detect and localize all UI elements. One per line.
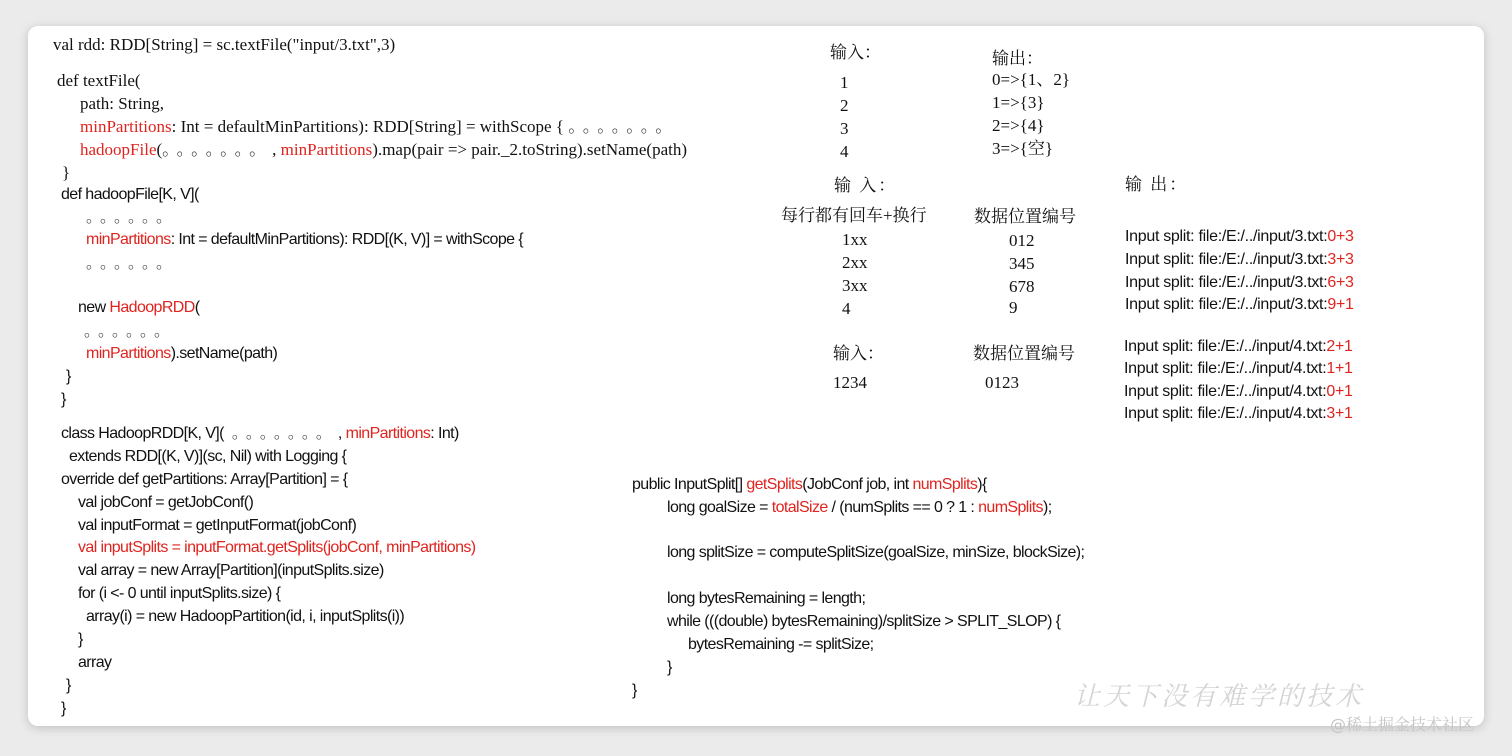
param-highlight: totalSize	[771, 499, 828, 516]
table2-col1-value: 4	[842, 299, 851, 318]
code-line: }	[61, 391, 66, 408]
split-output-line: Input split: file:/E:/../input/3.txt:6+3	[1125, 274, 1354, 291]
param-highlight: numSplits	[978, 499, 1043, 516]
split-output-line: Input split: file:/E:/../input/3.txt:9+1	[1125, 296, 1354, 313]
param-highlight: minPartitions	[86, 231, 171, 248]
table2-col1-value: 2xx	[842, 253, 868, 272]
code-line: }	[667, 659, 672, 676]
table1-output-value: 1=>{3}	[992, 93, 1045, 112]
table3-input-label: 输入：	[833, 344, 884, 363]
code-line: override def getPartitions: Array[Partition] = {	[61, 471, 348, 488]
split-output-line: Input split: file:/E:/../input/3.txt:3+3	[1125, 251, 1354, 268]
code-line: val jobConf = getJobConf()	[78, 494, 254, 511]
credit-text: @稀土掘金技术社区	[1330, 715, 1475, 734]
param-highlight: minPartitions	[86, 345, 171, 362]
table1-input-value: 4	[840, 142, 849, 161]
code-line: minPartitions).setName(path)	[86, 345, 278, 362]
ellipsis-dots: 。。。。。。	[86, 255, 179, 272]
table2-col2-value: 012	[1009, 231, 1035, 250]
code-line: }	[78, 631, 83, 648]
param-highlight: numSplits	[912, 476, 978, 493]
table2-col2-value: 345	[1009, 254, 1035, 273]
table2-col2-value: 678	[1009, 277, 1035, 296]
method-highlight: hadoopFile	[80, 140, 157, 159]
method-highlight: getSplits	[746, 476, 803, 493]
table1-input-label: 输入：	[830, 43, 881, 62]
table1-output-value: 3=>{空}	[992, 139, 1053, 158]
code-line: long bytesRemaining = length;	[667, 590, 866, 607]
ellipsis-dots: 。。。。。。。	[162, 140, 273, 159]
table2-col2-value: 9	[1009, 298, 1018, 317]
code-line: }	[62, 163, 71, 182]
code-line: long splitSize = computeSplitSize(goalSize, minSize, blockSize);	[667, 544, 1085, 561]
code-line: val inputFormat = getInputFormat(jobConf)	[78, 517, 357, 534]
code-line: minPartitions: Int = defaultMinPartitions): RDD[String] = withScope { 。。。。。。。	[80, 117, 679, 136]
code-line: }	[632, 682, 637, 699]
code-line: array(i) = new HadoopPartition(id, i, inputSplits(i))	[86, 608, 405, 625]
table3-value: 1234	[833, 373, 867, 392]
code-line-highlight: val inputSplits = inputFormat.getSplits(jobConf, minPartitions)	[78, 539, 476, 556]
param-highlight: minPartitions	[80, 117, 172, 136]
split-output-line: Input split: file:/E:/../input/3.txt:0+3	[1125, 228, 1354, 245]
table1-output-label: 输出：	[992, 49, 1043, 68]
table1-input-value: 1	[840, 73, 849, 92]
split-output-line: Input split: file:/E:/../input/4.txt:2+1	[1124, 338, 1353, 355]
table2-col1-value: 1xx	[842, 230, 868, 249]
ellipsis-dots: 。。。。。。	[86, 209, 179, 226]
watermark: 让天下没有难学的技术	[1074, 682, 1365, 712]
ellipsis-dots: 。。。。。。。	[568, 117, 679, 136]
table3-col2-header: 数据位置编号	[973, 344, 1075, 363]
table3-value: 0123	[985, 373, 1019, 392]
code-line: new HadoopRDD(	[78, 299, 200, 316]
code-line: def textFile(	[57, 71, 141, 90]
code-line: path: String,	[80, 94, 165, 113]
code-line: val rdd: RDD[String] = sc.textFile("input/3.txt",3)	[53, 35, 396, 54]
code-line: class HadoopRDD[K, V]( 。。。。。。。, minPartitions: Int)	[61, 425, 459, 442]
code-line: array	[78, 654, 112, 671]
split-output-line: Input split: file:/E:/../input/4.txt:0+1	[1124, 383, 1353, 400]
table2-col1-value: 3xx	[842, 276, 868, 295]
code-line: }	[61, 700, 66, 717]
class-highlight: HadoopRDD	[109, 299, 195, 316]
ellipsis-dots: 。。。。。。	[84, 323, 177, 340]
param-highlight: minPartitions	[345, 425, 431, 442]
table1-input-value: 3	[840, 119, 849, 138]
code-line: for (i <- 0 until inputSplits.size) {	[78, 585, 281, 602]
table1-input-value: 2	[840, 96, 849, 115]
split-output-line: Input split: file:/E:/../input/4.txt:3+1	[1124, 405, 1353, 422]
code-line: val array = new Array[Partition](inputSplits.size)	[78, 562, 384, 579]
code-line: def hadoopFile[K, V](	[61, 186, 199, 203]
code-line: extends RDD[(K, V)](sc, Nil) with Logging {	[69, 448, 347, 465]
table2-input-label: 输 入：	[834, 176, 898, 195]
code-line: }	[66, 677, 71, 694]
table1-output-value: 2=>{4}	[992, 116, 1045, 135]
code-line: hadoopFile(。。。。。。。, minPartitions).map(pair => pair._2.toString).setName(path)	[80, 140, 687, 159]
split-output-line: Input split: file:/E:/../input/4.txt:1+1	[1124, 360, 1353, 377]
code-line: }	[66, 368, 71, 385]
ellipsis-dots: 。。。。。。。	[231, 425, 338, 442]
code-line: long goalSize = totalSize / (numSplits == 0 ? 1 : numSplits);	[667, 499, 1052, 516]
table2-output-label: 输 出：	[1125, 175, 1189, 194]
code-line: minPartitions: Int = defaultMinPartitions): RDD[(K, V)] = withScope {	[86, 231, 524, 248]
table2-col2-header: 数据位置编号	[974, 207, 1076, 226]
table1-output-value: 0=>{1、2}	[992, 70, 1070, 89]
table2-col1-header: 每行都有回车+换行	[781, 206, 927, 225]
code-line: public InputSplit[] getSplits(JobConf job, int numSplits){	[632, 476, 987, 493]
code-line: bytesRemaining -= splitSize;	[688, 636, 874, 653]
code-line: while (((double) bytesRemaining)/splitSize > SPLIT_SLOP) {	[667, 613, 1061, 630]
param-highlight: minPartitions	[280, 140, 373, 159]
